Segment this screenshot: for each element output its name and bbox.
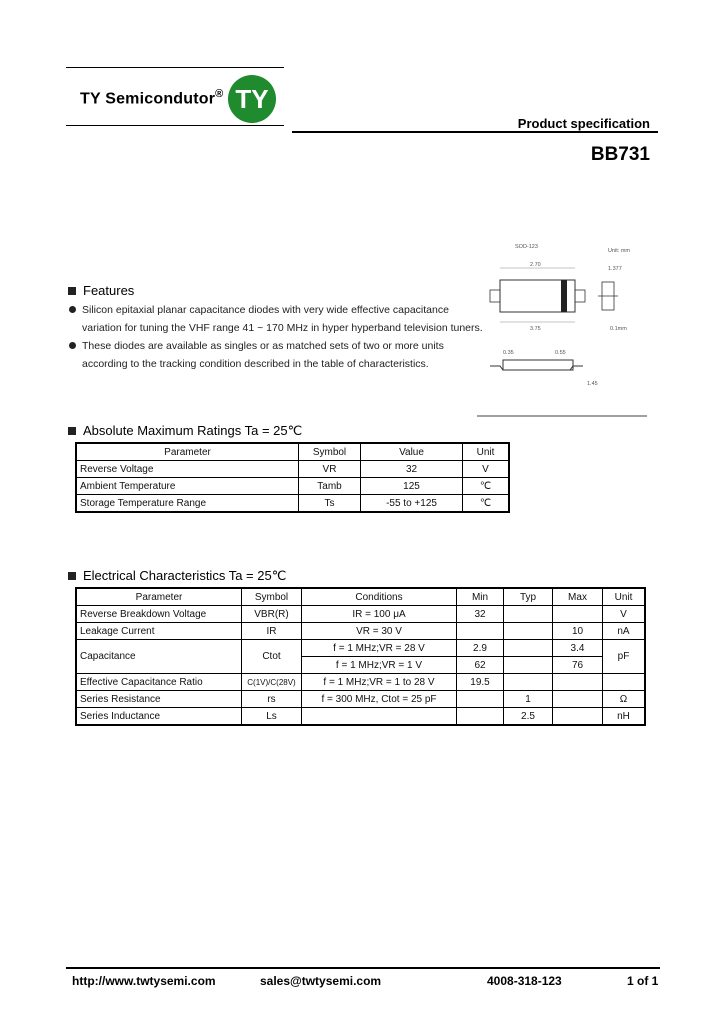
- part-number: BB731: [590, 144, 650, 165]
- cell-parameter: Capacitance: [76, 640, 242, 674]
- header-parameter: Parameter: [76, 443, 299, 461]
- cell-conditions: f = 1 MHz;VR = 1 V: [302, 657, 457, 674]
- cell-min: [457, 691, 504, 708]
- cell-min: 32: [457, 606, 504, 623]
- cell-conditions: VR = 30 V: [302, 623, 457, 640]
- cell-unit: pF: [603, 640, 646, 674]
- header-symbol: Symbol: [242, 588, 302, 606]
- cell-unit: [603, 674, 646, 691]
- cell-conditions: f = 300 MHz, Ctot = 25 pF: [302, 691, 457, 708]
- abs-max-table: [75, 442, 510, 513]
- features-title-text: Features: [83, 283, 135, 298]
- cell-parameter: Reverse Breakdown Voltage: [76, 606, 242, 623]
- table-row: [76, 623, 645, 640]
- header-value: Value: [361, 443, 463, 461]
- cell-unit: ℃: [463, 478, 510, 495]
- cell-conditions: f = 1 MHz;VR = 28 V: [302, 640, 457, 657]
- feature-item-1: [69, 301, 483, 337]
- logo-text: TY: [235, 83, 269, 114]
- email-link[interactable]: sales@twtysemi.com: [260, 974, 382, 988]
- bullet-icon: [69, 342, 76, 349]
- cell-parameter: Storage Temperature Range: [76, 495, 299, 513]
- cell-parameter: Reverse Voltage: [76, 461, 299, 478]
- cell-conditions: [302, 708, 457, 726]
- table-row: [76, 606, 645, 623]
- registered-mark: ®: [215, 88, 224, 100]
- cell-symbol: VR: [299, 461, 361, 478]
- cell-value: 125: [361, 478, 463, 495]
- header-max: Max: [553, 588, 603, 606]
- elec-title-text: Electrical Characteristics Ta = 25℃: [83, 568, 287, 583]
- cell-parameter: Effective Capacitance Ratio: [76, 674, 242, 691]
- table-row: [76, 674, 645, 691]
- cell-parameter: Leakage Current: [76, 623, 242, 640]
- cell-parameter: Series Resistance: [76, 691, 242, 708]
- cell-max: [553, 606, 603, 623]
- cell-typ: [504, 657, 553, 674]
- table-row: [76, 495, 509, 513]
- feature-2-line-1: These diodes are available as singles or as matched sets of two or more units: [82, 340, 444, 352]
- cell-symbol: Tamb: [299, 478, 361, 495]
- cell-min: 19.5: [457, 674, 504, 691]
- table-row: [76, 461, 509, 478]
- abs-max-title: [68, 423, 302, 439]
- header-typ: Typ: [504, 588, 553, 606]
- abs-max-title-text: Absolute Maximum Ratings Ta = 25℃: [83, 423, 303, 438]
- header-unit: Unit: [603, 588, 646, 606]
- header-min: Min: [457, 588, 504, 606]
- cell-unit: ℃: [463, 495, 510, 513]
- cell-symbol: IR: [242, 623, 302, 640]
- cell-typ: [504, 640, 553, 657]
- cell-min: 2.9: [457, 640, 504, 657]
- section-square-icon: [68, 427, 76, 435]
- table-header-row: [76, 443, 509, 461]
- section-square-icon: [68, 287, 76, 295]
- dim-thickness: 0.55: [555, 350, 566, 356]
- package-drawing: [475, 240, 655, 425]
- table-row: [76, 708, 645, 726]
- cell-max: [553, 691, 603, 708]
- feature-1-line-2: variation for tuning the VHF range 41 ~ 170 MHz in hyper hyperband television tuners.: [82, 322, 483, 334]
- feature-2-line-2: according to the tracking condition described in the table of characteristics.: [82, 358, 429, 370]
- cell-symbol: rs: [242, 691, 302, 708]
- cell-unit: nA: [603, 623, 646, 640]
- package-name: SOD-123: [515, 244, 538, 250]
- elec-title: [68, 568, 286, 584]
- table-row: [76, 640, 645, 657]
- document-type: Product specification: [517, 116, 650, 131]
- cell-unit: V: [603, 606, 646, 623]
- section-square-icon: [68, 572, 76, 580]
- header-conditions: Conditions: [302, 588, 457, 606]
- company-name-text: TY Semicondutor: [80, 90, 216, 108]
- cell-conditions: IR = 100 μA: [302, 606, 457, 623]
- website-link[interactable]: http://www.twtysemi.com: [72, 974, 216, 988]
- features-title: [68, 283, 134, 298]
- cell-conditions: f = 1 MHz;VR = 1 to 28 V: [302, 674, 457, 691]
- dim-length: 2.70: [530, 262, 541, 268]
- cell-parameter: Series Inductance: [76, 708, 242, 726]
- cell-max: 3.4: [553, 640, 603, 657]
- cell-min: [457, 708, 504, 726]
- cell-typ: [504, 674, 553, 691]
- dim-height: 1.45: [587, 381, 598, 387]
- cell-min: 62: [457, 657, 504, 674]
- cell-typ: [504, 623, 553, 640]
- cell-typ: 2.5: [504, 708, 553, 726]
- table-header-row: [76, 588, 645, 606]
- table-row: [76, 691, 645, 708]
- cell-parameter: Ambient Temperature: [76, 478, 299, 495]
- dim-width: 1.377: [608, 266, 622, 272]
- cell-symbol: Ts: [299, 495, 361, 513]
- cell-value: 32: [361, 461, 463, 478]
- table-row: [76, 478, 509, 495]
- cell-max: [553, 674, 603, 691]
- feature-1-line-1: Silicon epitaxial planar capacitance diodes with very wide effective capacitance: [82, 304, 449, 316]
- page-number: 1 of 1: [627, 974, 659, 988]
- phone-number: 4008-318-123: [487, 974, 562, 988]
- header-parameter: Parameter: [76, 588, 242, 606]
- dim-tolerance: 0.1mm: [610, 326, 627, 332]
- elec-table: [75, 587, 646, 726]
- dim-total: 3.75: [530, 326, 541, 332]
- cell-max: 10: [553, 623, 603, 640]
- cell-typ: [504, 606, 553, 623]
- company-logo: [228, 75, 276, 123]
- company-name: [80, 88, 223, 108]
- cell-symbol: Ls: [242, 708, 302, 726]
- cell-max: [553, 708, 603, 726]
- cell-symbol: Ctot: [242, 640, 302, 674]
- unit-note: Unit: mm: [608, 248, 630, 254]
- cell-unit: nH: [603, 708, 646, 726]
- bullet-icon: [69, 306, 76, 313]
- dim-lead: 0.35: [503, 350, 514, 356]
- feature-item-2: [69, 337, 444, 373]
- header-symbol: Symbol: [299, 443, 361, 461]
- cell-value: -55 to +125: [361, 495, 463, 513]
- header-unit: Unit: [463, 443, 510, 461]
- cell-typ: 1: [504, 691, 553, 708]
- cell-symbol: VBR(R): [242, 606, 302, 623]
- cell-symbol: C(1V)/C(28V): [242, 674, 302, 691]
- cell-unit: V: [463, 461, 510, 478]
- cell-unit: Ω: [603, 691, 646, 708]
- cell-max: 76: [553, 657, 603, 674]
- cell-min: [457, 623, 504, 640]
